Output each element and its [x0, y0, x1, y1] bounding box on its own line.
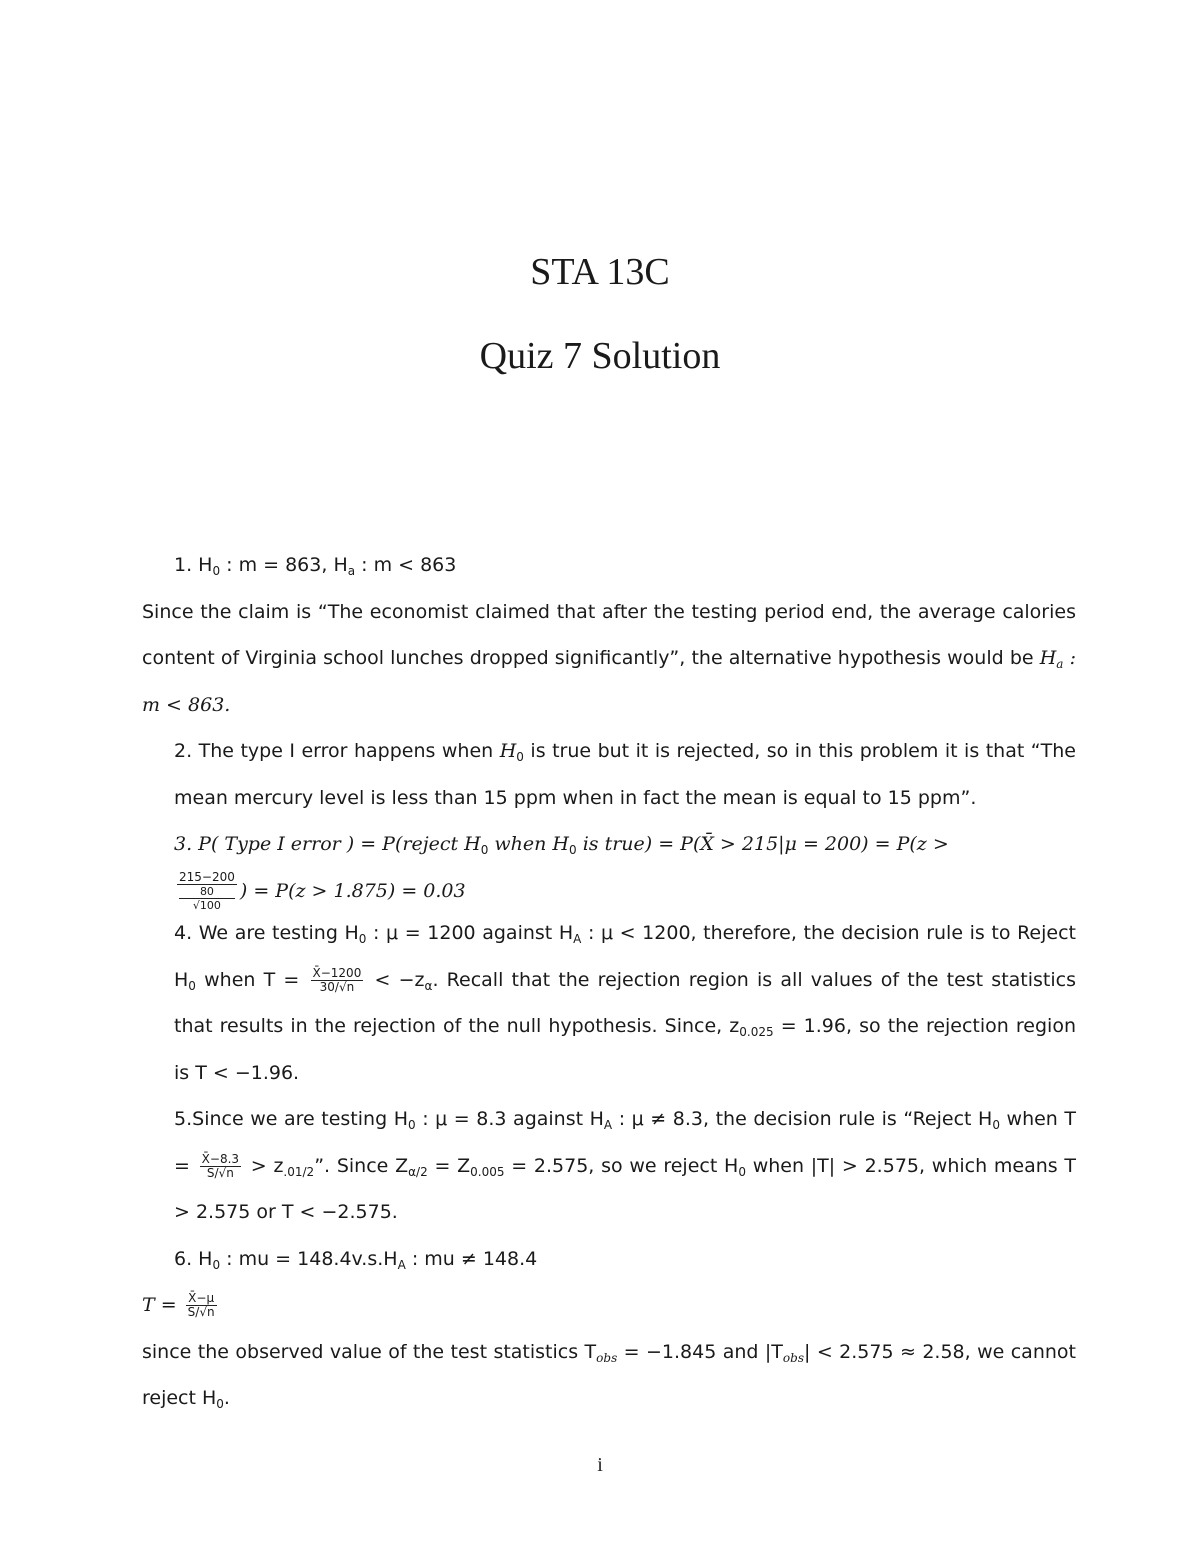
solution-5: 5.Since we are testing $H_0$ : μ = 8.3 against $H_A$ : μ ≠ 8.3, the decision rule is “Reject $H_0$ when T = $\frac{X̄-8.3}{S/√n}$ > $z_{.01/2}$”. Since $Z_{\alpha/2} = Z_{0.005} = 2.575$, so we reject $H_0$ when |T| > 2.575, which means T > 2.575 or T < −2.575.	[174, 1108, 1077, 1223]
solutions-body	[142, 542, 1076, 1422]
page-number: i	[597, 1454, 603, 1476]
solution-3-fraction: 215−200 80 √100	[179, 869, 235, 912]
solution-4-fraction: $\frac{X̄-1200}{30/√n}$	[312, 965, 362, 994]
document-title: Quiz 7 Solution	[479, 335, 721, 377]
solution-1-hypotheses: 1. $H_0$ : m = 863, $H_a$ : m < 863	[174, 554, 457, 578]
solution-5-fraction: $\frac{X̄-8.3}{S/√n}$	[201, 1151, 240, 1180]
solution-1-text: Since the claim is “The economist claimed that after the testing period end, the average calories content of Virginia school lunches dropped significantly”, the alternative hypothesis would be $H_a$ : m < 863.	[142, 600, 1076, 716]
solution-6-fraction: $\frac{X̄-\mu}{S/√n}$	[187, 1291, 215, 1319]
solution-3: 3. P( Type I error ) = P(reject $H_0$ when $H_0$ is true) = P(X̄ > 215|μ = 200) = P(z > 215−200 80 √100 ) = P(z > 1.875) = 0.03	[174, 833, 949, 912]
course-title: STA 13C	[530, 251, 670, 293]
solution-6-text: since the observed value of the test statistics $T_{obs} = -1.845$ and $|T_{obs}| < 2.575 \approx 2.58$, we cannot reject $H_0$.	[142, 1340, 1076, 1411]
solution-2: 2. The type I error happens when $H_0$ is true but it is rejected, so in this problem it is that “The mean mercury level is less than 15 ppm when in fact the mean is equal to 15 ppm”.	[174, 740, 1076, 809]
solution-6-statistic: T = $\frac{X̄-\mu}{S/√n}$	[142, 1291, 215, 1319]
solution-6-hypotheses: 6. $H_0$ : mu = $148.4v.s.H_A$ : mu ≠ 148.4	[174, 1247, 538, 1272]
solution-4: 4. We are testing $H_0$ : μ = 1200 against $H_A$ : μ < 1200, therefore, the decision rule is to Reject $H_0$ when T = $\frac{X̄-1200}{30/√n}$ < $-z_\alpha$. Recall that the rejection region is all values of the test statistics that results in the rejection of the null hypothesis. Since, $z_{0.025} = 1.96$, so the rejection region is T < −1.96.	[174, 922, 1076, 1084]
